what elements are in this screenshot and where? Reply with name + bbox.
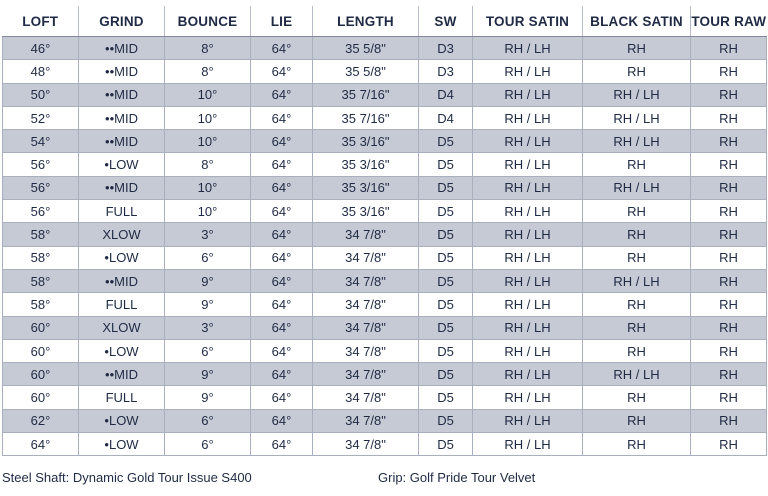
header-length: LENGTH	[313, 6, 419, 37]
cell-tour-satin: RH / LH	[473, 409, 583, 432]
cell-lie: 64°	[251, 200, 313, 223]
cell-tour-raw: RH	[691, 339, 767, 362]
table-row	[3, 363, 767, 386]
cell-loft: 58°	[3, 293, 79, 316]
cell-black-satin: RH	[583, 223, 691, 246]
cell-bounce: 9°	[165, 293, 251, 316]
cell-tour-raw: RH	[691, 153, 767, 176]
cell-length: 34 7/8"	[313, 246, 419, 269]
cell-length: 35 5/8"	[313, 37, 419, 60]
cell-tour-raw: RH	[691, 246, 767, 269]
cell-grind: FULL	[79, 386, 165, 409]
cell-bounce: 3°	[165, 316, 251, 339]
cell-sw: D4	[419, 106, 473, 129]
header-bounce: BOUNCE	[165, 6, 251, 37]
grip-spec: Grip: Golf Pride Tour Velvet	[378, 470, 536, 485]
cell-loft: 46°	[3, 37, 79, 60]
cell-grind: ••MID	[79, 176, 165, 199]
cell-lie: 64°	[251, 130, 313, 153]
cell-length: 34 7/8"	[313, 293, 419, 316]
cell-lie: 64°	[251, 339, 313, 362]
table-row	[3, 293, 767, 316]
cell-bounce: 8°	[165, 37, 251, 60]
shaft-spec: Steel Shaft: Dynamic Gold Tour Issue S400	[2, 470, 252, 485]
cell-tour-satin: RH / LH	[473, 339, 583, 362]
cell-length: 35 3/16"	[313, 176, 419, 199]
cell-lie: 64°	[251, 293, 313, 316]
cell-loft: 60°	[3, 386, 79, 409]
cell-bounce: 9°	[165, 386, 251, 409]
cell-bounce: 6°	[165, 339, 251, 362]
table-row	[3, 409, 767, 432]
header-loft: LOFT	[3, 6, 79, 37]
cell-loft: 60°	[3, 316, 79, 339]
cell-bounce: 6°	[165, 246, 251, 269]
cell-lie: 64°	[251, 153, 313, 176]
cell-tour-raw: RH	[691, 60, 767, 83]
cell-lie: 64°	[251, 386, 313, 409]
cell-length: 35 3/16"	[313, 153, 419, 176]
cell-loft: 56°	[3, 176, 79, 199]
cell-black-satin: RH / LH	[583, 83, 691, 106]
table-row	[3, 386, 767, 409]
cell-sw: D5	[419, 223, 473, 246]
cell-bounce: 9°	[165, 363, 251, 386]
cell-black-satin: RH	[583, 246, 691, 269]
table-row	[3, 37, 767, 60]
cell-sw: D3	[419, 60, 473, 83]
cell-grind: •LOW	[79, 246, 165, 269]
cell-tour-satin: RH / LH	[473, 37, 583, 60]
cell-grind: ••MID	[79, 130, 165, 153]
cell-loft: 62°	[3, 409, 79, 432]
cell-grind: •LOW	[79, 409, 165, 432]
cell-lie: 64°	[251, 83, 313, 106]
cell-bounce: 6°	[165, 433, 251, 456]
cell-loft: 60°	[3, 363, 79, 386]
cell-loft: 48°	[3, 60, 79, 83]
cell-grind: ••MID	[79, 106, 165, 129]
cell-loft: 58°	[3, 223, 79, 246]
cell-length: 34 7/8"	[313, 363, 419, 386]
cell-sw: D5	[419, 363, 473, 386]
table-row	[3, 269, 767, 292]
cell-bounce: 10°	[165, 130, 251, 153]
cell-lie: 64°	[251, 316, 313, 339]
header-black-satin: BLACK SATIN	[583, 6, 691, 37]
cell-bounce: 8°	[165, 153, 251, 176]
cell-tour-raw: RH	[691, 316, 767, 339]
cell-black-satin: RH	[583, 316, 691, 339]
cell-loft: 64°	[3, 433, 79, 456]
cell-grind: FULL	[79, 293, 165, 316]
cell-grind: ••MID	[79, 83, 165, 106]
cell-sw: D5	[419, 153, 473, 176]
cell-bounce: 10°	[165, 200, 251, 223]
table-row	[3, 83, 767, 106]
header-row	[3, 6, 767, 37]
cell-length: 35 3/16"	[313, 130, 419, 153]
cell-length: 34 7/8"	[313, 316, 419, 339]
table-row	[3, 200, 767, 223]
header-grind: GRIND	[79, 6, 165, 37]
cell-lie: 64°	[251, 246, 313, 269]
cell-black-satin: RH	[583, 293, 691, 316]
cell-tour-satin: RH / LH	[473, 83, 583, 106]
cell-tour-raw: RH	[691, 83, 767, 106]
cell-lie: 64°	[251, 106, 313, 129]
cell-black-satin: RH	[583, 339, 691, 362]
cell-sw: D5	[419, 293, 473, 316]
cell-tour-raw: RH	[691, 106, 767, 129]
table-row	[3, 153, 767, 176]
cell-grind: ••MID	[79, 363, 165, 386]
cell-grind: •LOW	[79, 339, 165, 362]
cell-length: 35 3/16"	[313, 200, 419, 223]
cell-black-satin: RH	[583, 153, 691, 176]
cell-grind: •LOW	[79, 433, 165, 456]
cell-sw: D5	[419, 433, 473, 456]
cell-lie: 64°	[251, 223, 313, 246]
cell-tour-raw: RH	[691, 409, 767, 432]
cell-tour-raw: RH	[691, 293, 767, 316]
header-tour-raw: TOUR RAW	[691, 6, 767, 37]
cell-bounce: 6°	[165, 409, 251, 432]
cell-tour-satin: RH / LH	[473, 130, 583, 153]
cell-length: 34 7/8"	[313, 386, 419, 409]
cell-length: 35 7/16"	[313, 106, 419, 129]
cell-bounce: 8°	[165, 60, 251, 83]
footer	[2, 470, 766, 490]
cell-tour-raw: RH	[691, 37, 767, 60]
table-row	[3, 223, 767, 246]
cell-bounce: 10°	[165, 106, 251, 129]
cell-loft: 50°	[3, 83, 79, 106]
cell-grind: ••MID	[79, 60, 165, 83]
cell-grind: ••MID	[79, 269, 165, 292]
cell-tour-satin: RH / LH	[473, 246, 583, 269]
cell-bounce: 3°	[165, 223, 251, 246]
cell-tour-satin: RH / LH	[473, 223, 583, 246]
cell-sw: D5	[419, 386, 473, 409]
cell-grind: XLOW	[79, 223, 165, 246]
cell-black-satin: RH / LH	[583, 176, 691, 199]
cell-tour-satin: RH / LH	[473, 153, 583, 176]
table-row	[3, 176, 767, 199]
cell-tour-satin: RH / LH	[473, 176, 583, 199]
cell-tour-raw: RH	[691, 363, 767, 386]
cell-loft: 58°	[3, 269, 79, 292]
cell-grind: ••MID	[79, 37, 165, 60]
cell-length: 34 7/8"	[313, 269, 419, 292]
cell-tour-raw: RH	[691, 200, 767, 223]
cell-length: 35 5/8"	[313, 60, 419, 83]
cell-sw: D5	[419, 246, 473, 269]
cell-black-satin: RH	[583, 386, 691, 409]
cell-sw: D3	[419, 37, 473, 60]
cell-bounce: 9°	[165, 269, 251, 292]
cell-lie: 64°	[251, 433, 313, 456]
cell-sw: D5	[419, 200, 473, 223]
cell-sw: D5	[419, 316, 473, 339]
cell-black-satin: RH / LH	[583, 106, 691, 129]
table-row	[3, 130, 767, 153]
wedge-specs-table	[2, 6, 767, 456]
cell-grind: FULL	[79, 200, 165, 223]
cell-tour-raw: RH	[691, 386, 767, 409]
cell-black-satin: RH / LH	[583, 363, 691, 386]
cell-black-satin: RH / LH	[583, 130, 691, 153]
cell-loft: 60°	[3, 339, 79, 362]
cell-length: 34 7/8"	[313, 433, 419, 456]
header-sw: SW	[419, 6, 473, 37]
cell-loft: 58°	[3, 246, 79, 269]
table-body	[3, 37, 767, 456]
cell-tour-satin: RH / LH	[473, 106, 583, 129]
cell-tour-satin: RH / LH	[473, 363, 583, 386]
cell-loft: 56°	[3, 153, 79, 176]
table-row	[3, 316, 767, 339]
cell-tour-raw: RH	[691, 130, 767, 153]
cell-sw: D5	[419, 409, 473, 432]
cell-black-satin: RH	[583, 37, 691, 60]
cell-length: 34 7/8"	[313, 339, 419, 362]
header-tour-satin: TOUR SATIN	[473, 6, 583, 37]
header-lie: LIE	[251, 6, 313, 37]
cell-loft: 56°	[3, 200, 79, 223]
cell-lie: 64°	[251, 409, 313, 432]
cell-bounce: 10°	[165, 176, 251, 199]
cell-length: 34 7/8"	[313, 409, 419, 432]
cell-lie: 64°	[251, 269, 313, 292]
cell-tour-satin: RH / LH	[473, 60, 583, 83]
cell-tour-raw: RH	[691, 269, 767, 292]
cell-black-satin: RH / LH	[583, 269, 691, 292]
table-row	[3, 433, 767, 456]
cell-sw: D5	[419, 269, 473, 292]
cell-length: 34 7/8"	[313, 223, 419, 246]
cell-sw: D4	[419, 83, 473, 106]
cell-black-satin: RH	[583, 200, 691, 223]
cell-lie: 64°	[251, 60, 313, 83]
cell-loft: 52°	[3, 106, 79, 129]
cell-loft: 54°	[3, 130, 79, 153]
cell-tour-satin: RH / LH	[473, 386, 583, 409]
cell-lie: 64°	[251, 176, 313, 199]
table-row	[3, 246, 767, 269]
cell-grind: •LOW	[79, 153, 165, 176]
table-row	[3, 106, 767, 129]
cell-black-satin: RH	[583, 433, 691, 456]
cell-lie: 64°	[251, 37, 313, 60]
cell-length: 35 7/16"	[313, 83, 419, 106]
cell-sw: D5	[419, 130, 473, 153]
cell-tour-raw: RH	[691, 433, 767, 456]
cell-grind: XLOW	[79, 316, 165, 339]
cell-tour-satin: RH / LH	[473, 293, 583, 316]
cell-tour-satin: RH / LH	[473, 269, 583, 292]
cell-lie: 64°	[251, 363, 313, 386]
cell-tour-satin: RH / LH	[473, 200, 583, 223]
cell-black-satin: RH	[583, 60, 691, 83]
cell-tour-satin: RH / LH	[473, 316, 583, 339]
table-row	[3, 60, 767, 83]
cell-sw: D5	[419, 339, 473, 362]
cell-tour-raw: RH	[691, 223, 767, 246]
cell-black-satin: RH	[583, 409, 691, 432]
cell-sw: D5	[419, 176, 473, 199]
cell-bounce: 10°	[165, 83, 251, 106]
cell-tour-raw: RH	[691, 176, 767, 199]
cell-tour-satin: RH / LH	[473, 433, 583, 456]
table-row	[3, 339, 767, 362]
